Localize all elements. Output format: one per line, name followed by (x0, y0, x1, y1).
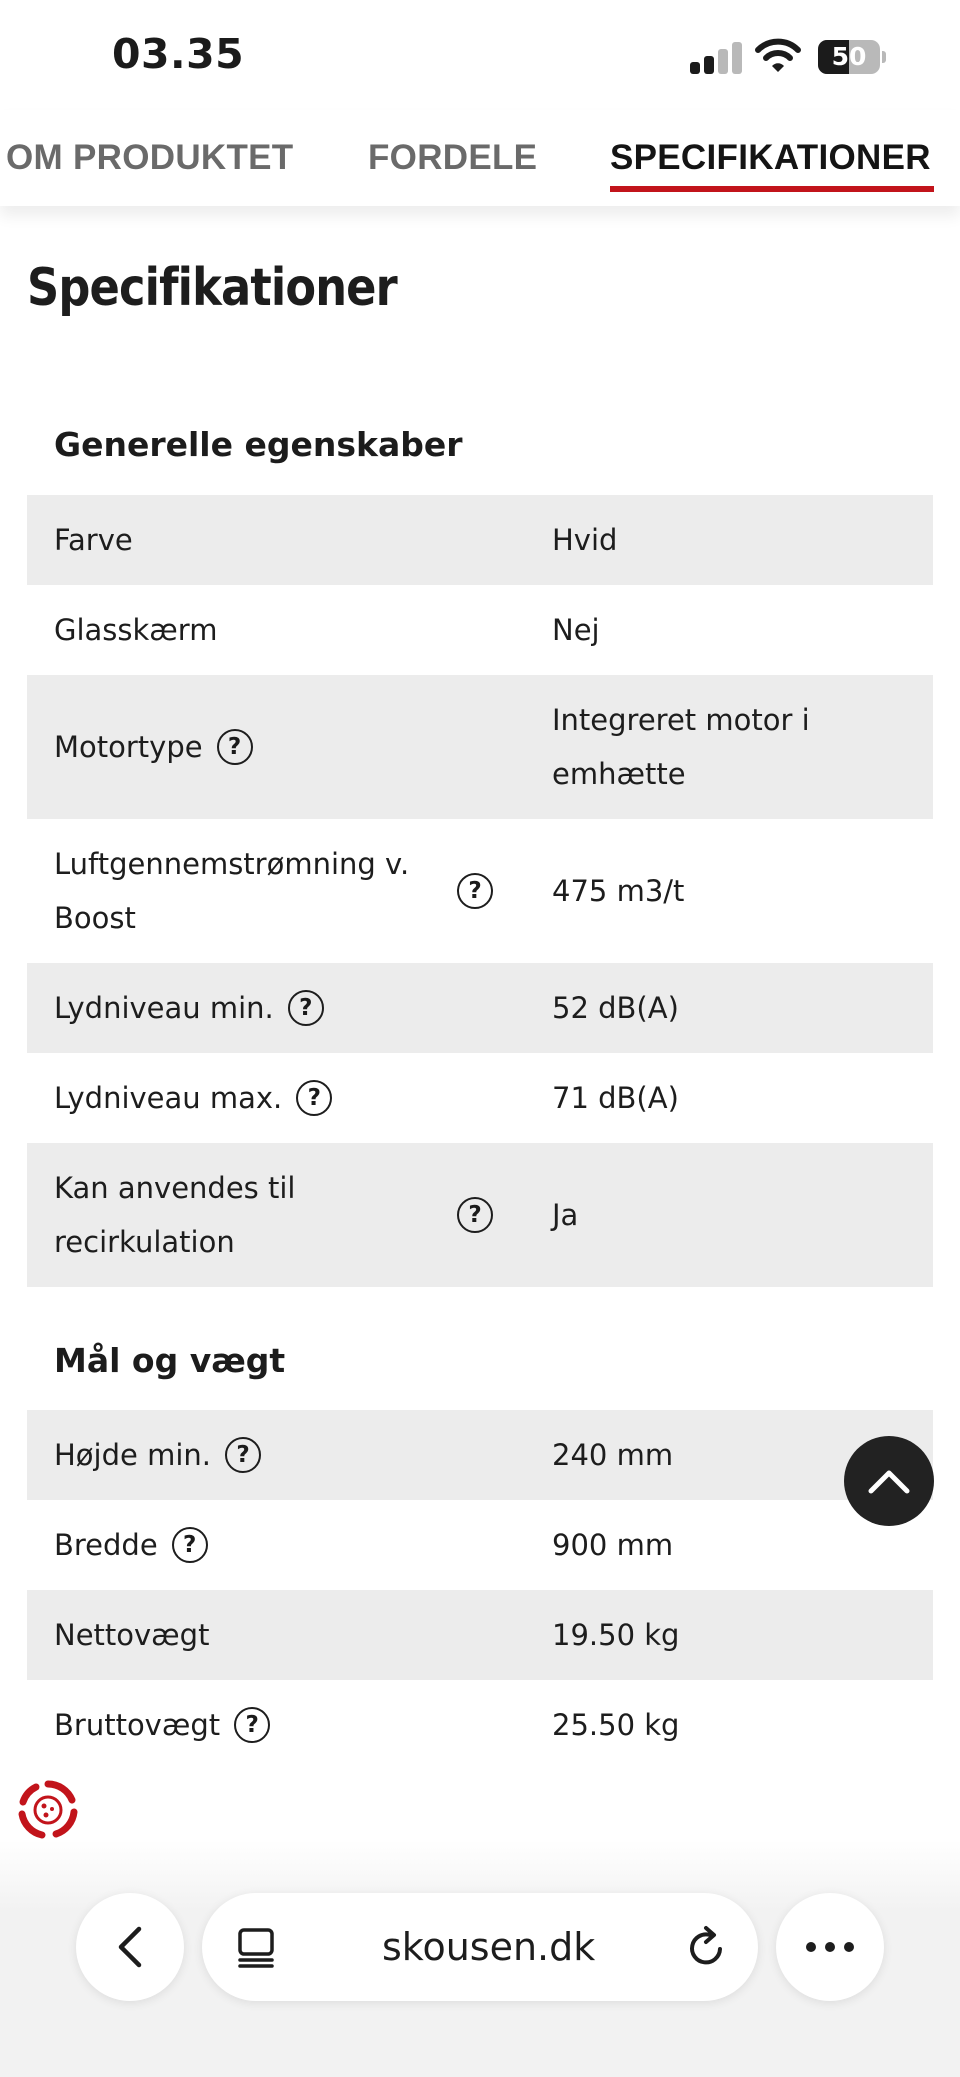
tab-fordele[interactable]: FORDELE (368, 138, 538, 177)
spec-value: 19.50 kg (552, 1618, 680, 1652)
wifi-icon (754, 36, 802, 74)
table-row (27, 1680, 933, 1770)
battery-icon (818, 40, 886, 74)
spec-label: Glasskærm (54, 613, 218, 647)
table-row (27, 1500, 933, 1590)
table-row (27, 819, 933, 963)
table-row (27, 675, 933, 819)
spec-label: Farve (54, 523, 133, 557)
help-icon[interactable]: ? (172, 1527, 208, 1563)
table-row (27, 585, 933, 675)
table-row (27, 1053, 933, 1143)
help-icon[interactable]: ? (288, 990, 324, 1026)
spec-value: Nej (552, 613, 600, 647)
scroll-to-top-button[interactable] (844, 1436, 934, 1526)
help-icon[interactable]: ? (225, 1437, 261, 1473)
spec-label: Motortype (54, 730, 203, 764)
page-title: Specifikationer (27, 258, 397, 318)
chevron-left-icon (115, 1925, 145, 1969)
spec-label: Bruttovægt (54, 1708, 221, 1742)
spec-table-maal-og-vaegt (27, 1410, 933, 1770)
table-row (27, 495, 933, 585)
product-tabs (0, 110, 960, 206)
table-row (27, 963, 933, 1053)
help-icon[interactable]: ? (234, 1707, 270, 1743)
spec-label: Højde min. (54, 1438, 211, 1472)
tab-specifikationer[interactable]: SPECIFIKATIONER (610, 138, 931, 177)
help-icon[interactable]: ? (457, 873, 493, 909)
url-text: skousen.dk (382, 1925, 596, 1969)
spec-label: Lydniveau min. (54, 991, 274, 1025)
spec-label: Bredde (54, 1528, 158, 1562)
cookie-icon[interactable] (16, 1778, 80, 1842)
spec-value: 240 mm (552, 1438, 674, 1472)
active-tab-indicator (610, 186, 934, 192)
help-icon[interactable]: ? (217, 729, 253, 765)
table-row (27, 1590, 933, 1680)
spec-value: 71 dB(A) (552, 1081, 679, 1115)
spec-value: 475 m3/t (552, 874, 685, 908)
spec-value: 52 dB(A) (552, 991, 679, 1025)
reader-mode-icon[interactable] (236, 1927, 276, 1969)
spec-table-generelle (27, 495, 933, 1287)
status-bar (0, 0, 960, 110)
battery-level: 50 (831, 42, 867, 71)
tab-om-produktet[interactable]: OM PRODUKTET (6, 138, 294, 177)
table-row (27, 1410, 933, 1500)
reload-icon[interactable] (686, 1925, 728, 1969)
more-button[interactable] (776, 1893, 884, 2001)
spec-value: Integreret motor i emhætte (552, 703, 810, 791)
spec-value: Ja (552, 1198, 579, 1232)
spec-value: 25.50 kg (552, 1708, 680, 1742)
help-icon[interactable]: ? (296, 1080, 332, 1116)
spec-value: Hvid (552, 523, 618, 557)
chevron-up-icon (867, 1467, 911, 1495)
spec-label: Kan anvendes til recirkulation (54, 1171, 296, 1259)
spec-label: Luftgennemstrømning v. Boost (54, 847, 410, 935)
status-time: 03.35 (112, 30, 245, 78)
section-title-generelle: Generelle egenskaber (54, 425, 463, 464)
address-bar[interactable] (202, 1893, 758, 2001)
table-row (27, 1143, 933, 1287)
section-title-maal-og-vaegt: Mål og vægt (54, 1341, 286, 1380)
spec-value: 900 mm (552, 1528, 674, 1562)
more-icon (805, 1941, 855, 1953)
spec-label: Lydniveau max. (54, 1081, 283, 1115)
back-button[interactable] (76, 1893, 184, 2001)
spec-label: Nettovægt (54, 1618, 210, 1652)
help-icon[interactable]: ? (457, 1197, 493, 1233)
cellular-signal-icon (690, 40, 742, 74)
